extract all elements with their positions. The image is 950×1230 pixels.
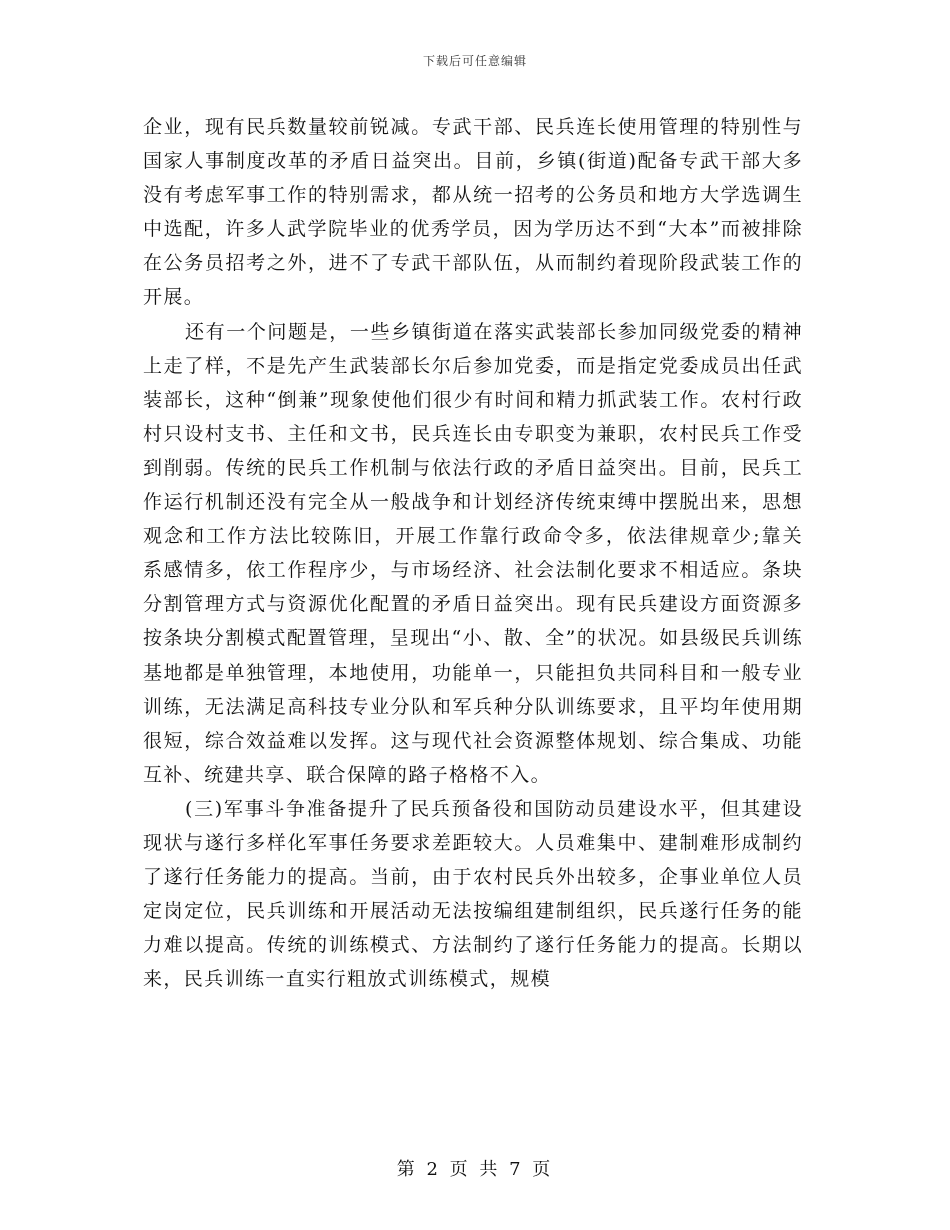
paragraph-1: 企业，现有民兵数量较前锐减。专武干部、民兵连长使用管理的特别性与国家人事制度改革的矛盾日益突出。目前，乡镇(街道)配备专武干部大多没有考虑军事工作的特别需求，都从统一招考的公务员和地方大学选调生中选配，许多人武学院毕业的优秀学员，因为学历达不到“大本”而被排除在公务员招考之外，进不了专武干部队伍，从而制约着现阶段武装工作的开展。 xyxy=(143,116,803,309)
paragraph-3: (三)军事斗争准备提升了民兵预备役和国防动员建设水平，但其建设现状与遂行多样化军事任务要求差距较大。人员难集中、建制难形成制约了遂行任务能力的提高。当前，由于农村民兵外出较多，企事业单位人员定岗定位，民兵训练和开展活动无法按编组建制组织，民兵遂行任务的能力难以提高。传统的训练模式、方法制约了遂行任务能力的提高。长期以来，民兵训练一直实行粗放式训练模式，规模 xyxy=(143,797,803,991)
document-body xyxy=(143,110,803,996)
paragraph-2: 还有一个问题是，一些乡镇街道在落实武装部长参加同级党委的精神上走了样，不是先产生武装部长尔后参加党委，而是指定党委成员出任武装部长，这种“倒兼”现象使他们很少有时间和精力抓武装工作。农村行政村只设村支书、主任和文书，民兵连长由专职变为兼职，农村民兵工作受到削弱。传统的民兵工作机制与依法行政的矛盾日益突出。目前，民兵工作运行机制还没有完全从一般战争和计划经济传统束缚中摆脱出来，思想观念和工作方法比较陈旧，开展工作靠行政命令多，依法律规章少;靠关系感情多，依工作程序少，与市场经济、社会法制化要求不相适应。条块分割管理方式与资源优化配置的矛盾日益突出。现有民兵建设方面资源多按条块分割模式配置管理，呈现出“小、散、全”的状况。如县级民兵训练基地都是单独管理，本地使用，功能单一，只能担负共同科目和一般专业训练，无法满足高科技专业分队和军兵种分队训练要求，且平均年使用期很短，综合效益难以发挥。这与现代社会资源整体规划、综合集成、功能互补、统建共享、联合保障的路子格格不入。 xyxy=(143,320,803,786)
page-footer: 第 2 页 共 7 页 xyxy=(396,1159,554,1180)
page-header: 下载后可任意编辑 xyxy=(422,54,527,68)
